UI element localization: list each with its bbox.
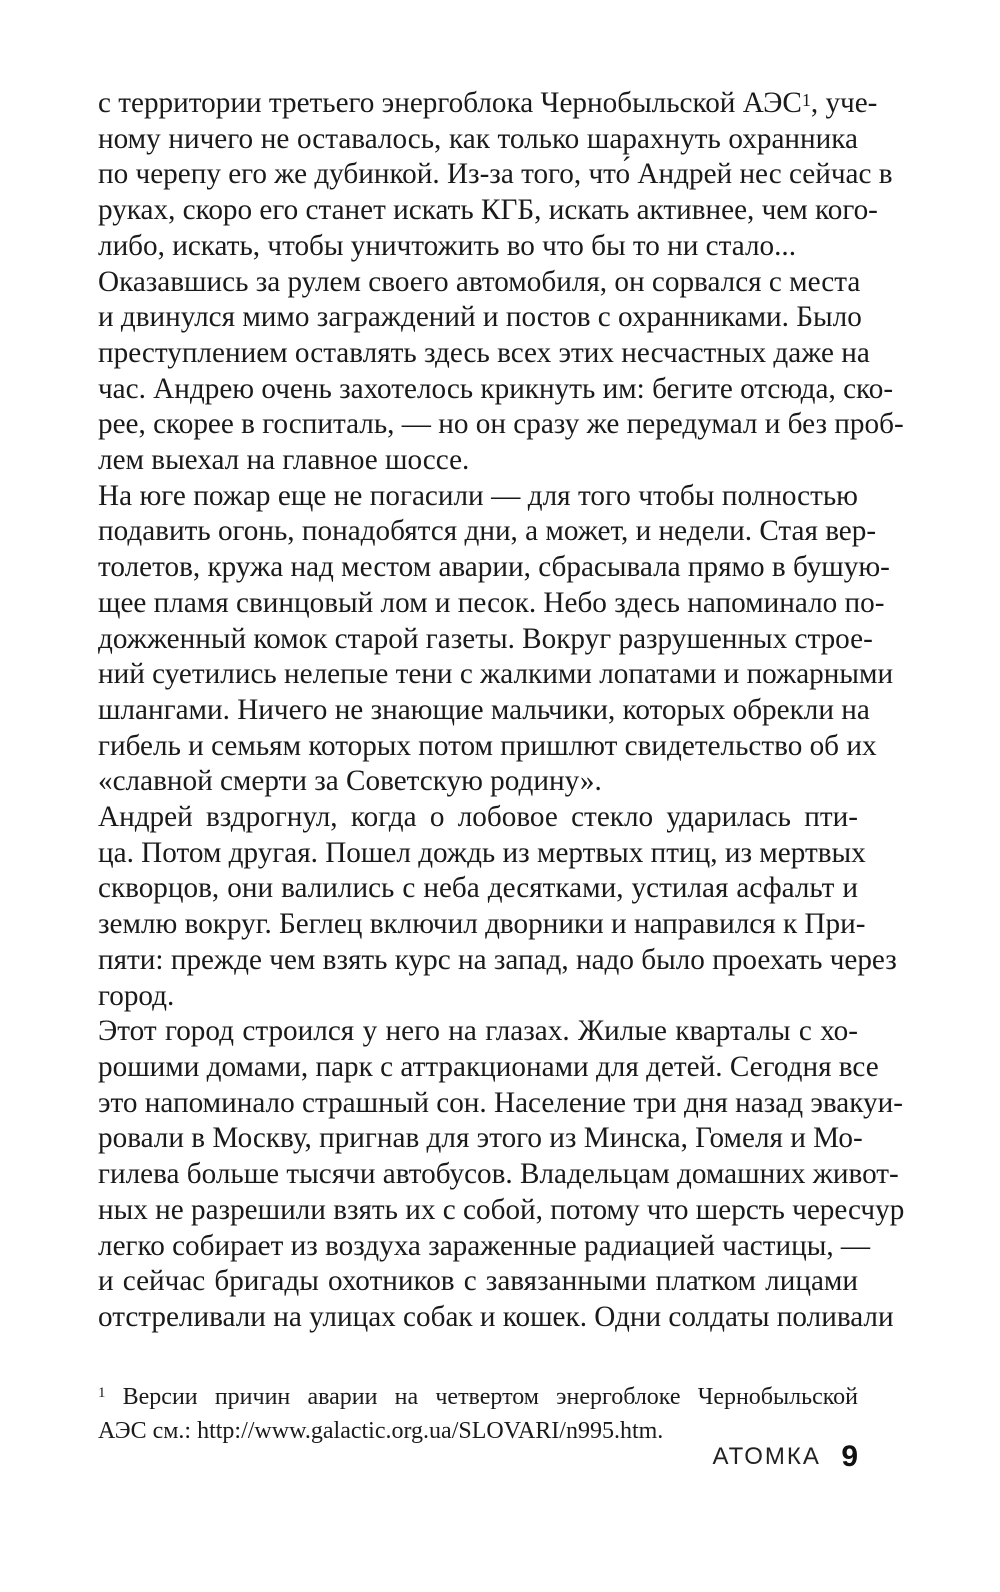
paragraph	[98, 1014, 905, 1335]
text-line: Оказавшись за рулем своего автомобиля, он сорвался с места	[98, 265, 861, 298]
text-line: шлангами. Ничего не знающие мальчики, которых обрекли на	[98, 693, 870, 726]
text-line: ний суетились нелепые тени с жалкими лопатами и пожарными	[98, 658, 894, 691]
footnote-line[interactable]: АЭС см.: http://www.galactic.org.ua/SLOVARI/n995.htm.	[98, 1418, 664, 1444]
text-line: легко собирает из воздуха зараженные радиацией частицы, —	[98, 1229, 871, 1262]
text-line: толетов, кружа над местом аварии, сбрасывала прямо в бушую-	[98, 551, 890, 584]
text-line: город.	[98, 979, 175, 1012]
footnote	[98, 1380, 858, 1448]
text-line: это напоминало страшный сон. Население три дня назад эвакуи-	[98, 1086, 903, 1119]
text-line: рее, скорее в госпиталь, — но он сразу же передумал и без проб-	[98, 408, 904, 441]
text-line: подавить огонь, понадобятся дни, а может, и недели. Стая вер-	[98, 515, 877, 548]
text-line: час. Андрею очень захотелось крикнуть им: бегите отсюда, ско-	[98, 372, 894, 405]
paragraph	[98, 479, 894, 800]
text-line: и сейчас бригады охотников с завязанными платком лицами	[98, 1265, 858, 1298]
footnote-line: $^1$ Версии причин аварии на четвертом энергоблоке Чернобыльской	[98, 1384, 859, 1410]
text-line: ца. Потом другая. Пошел дождь из мертвых птиц, из мертвых	[98, 836, 866, 869]
running-footer	[712, 1440, 858, 1474]
body-text	[98, 86, 905, 1336]
text-line: гибель и семьям которых потом пришлют свидетельство об их	[98, 729, 877, 762]
paragraph	[98, 86, 893, 265]
text-line: и двинулся мимо заграждений и постов с охранниками. Было	[98, 301, 862, 334]
text-line: Этот город строился у него на глазах. Жилые кварталы с хо-	[98, 1015, 858, 1048]
footnote-mark: 1	[98, 1385, 106, 1402]
text-line: либо, искать, чтобы уничтожить во что бы то ни стало...	[98, 229, 796, 262]
text-line: ному ничего не оставалось, как только шарахнуть охранника	[98, 122, 858, 155]
text-line: ровали в Москву, пригнав для этого из Минска, Гомеля и Мо-	[98, 1122, 863, 1155]
text-line: «славной смерти за Советскую родину».	[98, 765, 602, 798]
text-line: ных не разрешили взять их с собой, потому что шерсть чересчур	[98, 1193, 905, 1226]
text-line: щее пламя свинцовый лом и песок. Небо здесь напоминало по-	[98, 586, 885, 619]
text-line: с территории третьего энергоблока Чернобыльской АЭС$^1$, уче-	[98, 87, 878, 119]
text-line: руках, скоро его станет искать КГБ, искать активнее, чем кого-	[98, 194, 878, 227]
page-number: 9	[841, 1440, 858, 1473]
text-line: Андрей вздрогнул, когда о лобовое стекло ударилась пти-	[98, 801, 858, 834]
paragraph	[98, 800, 897, 1014]
text-line: отстреливали на улицах собак и кошек. Одни солдаты поливали	[98, 1300, 894, 1333]
footnote-reference[interactable]: 1	[801, 89, 811, 110]
text-line: преступлением оставлять здесь всех этих несчастных даже на	[98, 336, 870, 369]
text-line: гилева больше тысячи автобусов. Владельцам домашних живот-	[98, 1158, 899, 1191]
text-line: пяти: прежде чем взять курс на запад, надо было проехать через	[98, 943, 897, 976]
text-line: скворцов, они валились с неба десятками, устилая асфальт и	[98, 872, 858, 905]
text-line: На юге пожар еще не погасили — для того чтобы полностью	[98, 479, 858, 512]
paragraph	[98, 265, 904, 479]
running-title: АТОМКА	[712, 1443, 821, 1470]
text-line: по черепу его же дубинкой. Из-за того, что́ Андрей нес сейчас в	[98, 158, 893, 191]
text-line: землю вокруг. Беглец включил дворники и направился к При-	[98, 908, 866, 941]
text-line: лем выехал на главное шоссе.	[98, 444, 470, 477]
text-line: дожженный комок старой газеты. Вокруг разрушенных строе-	[98, 622, 873, 655]
text-line: рошими домами, парк с аттракционами для детей. Сегодня все	[98, 1050, 879, 1083]
